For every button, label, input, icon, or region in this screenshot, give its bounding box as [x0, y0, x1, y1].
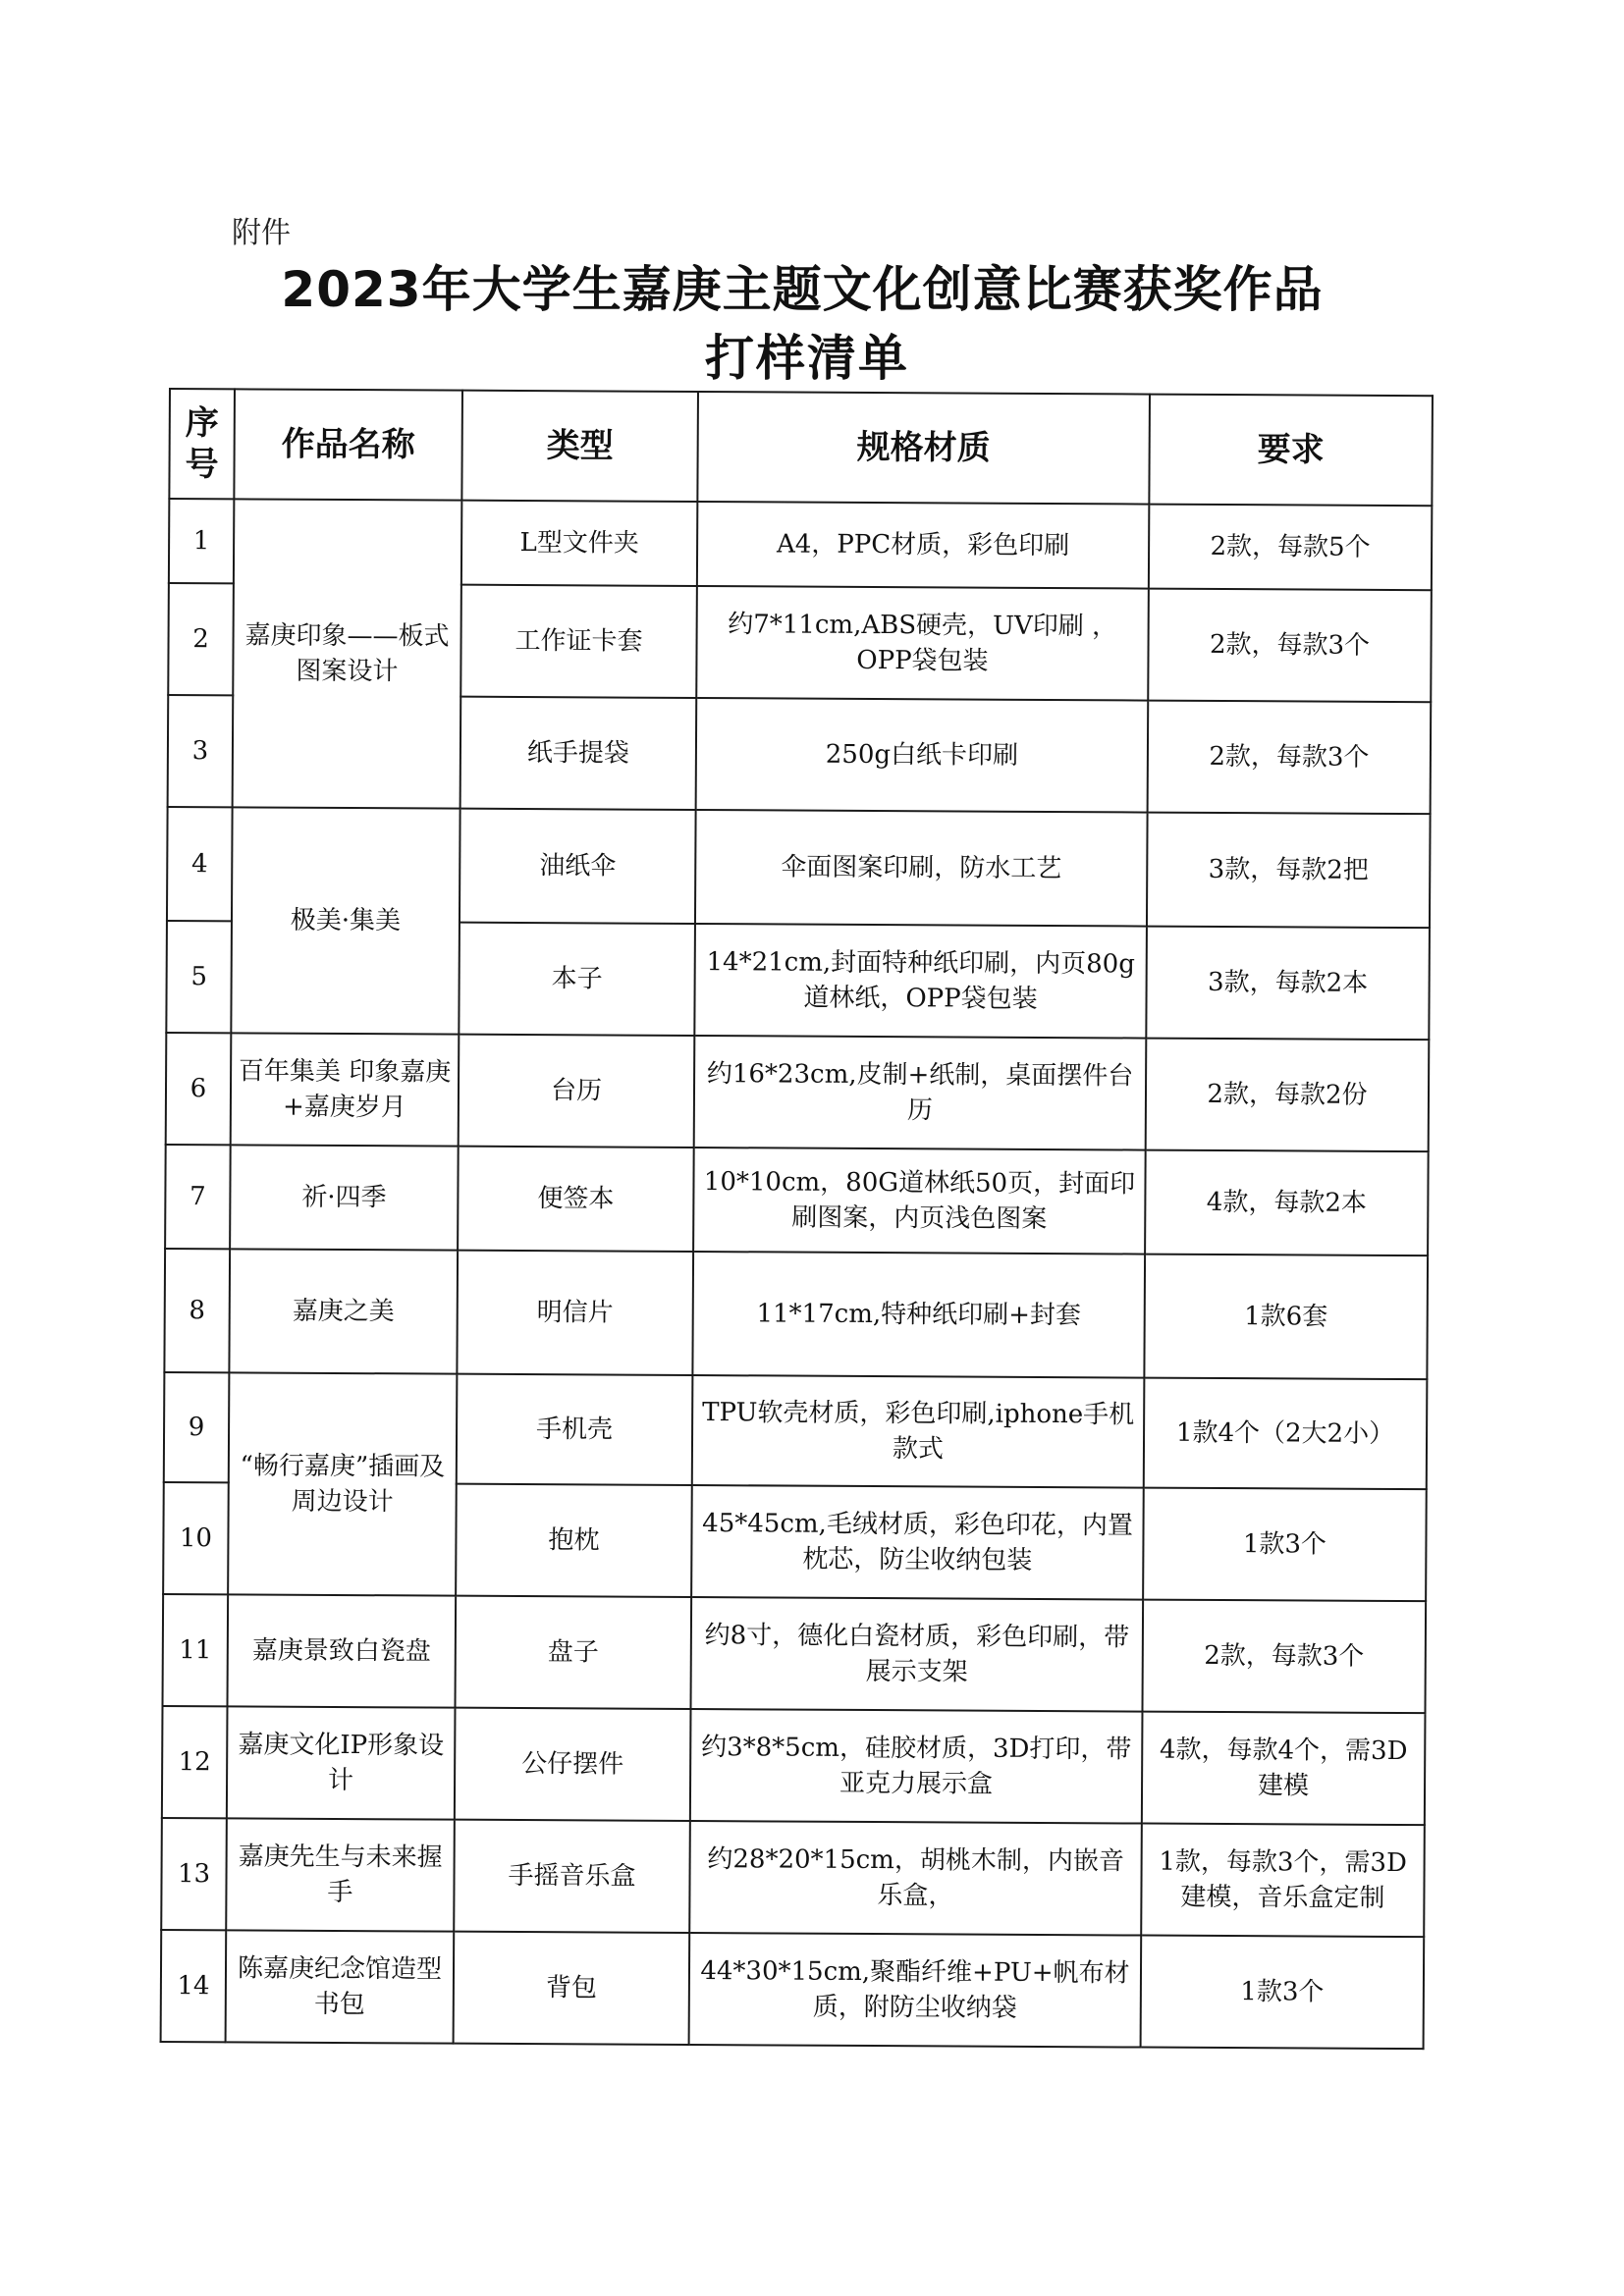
- table-row: [162, 1594, 1426, 1713]
- cell-work-name: 嘉庚印象——板式图案设计: [233, 499, 462, 808]
- cell-type: 本子: [459, 923, 695, 1036]
- cell-type: 工作证卡套: [460, 585, 697, 698]
- cell-requirement: 2款，每款3个: [1148, 701, 1432, 815]
- cell-type: 背包: [454, 1932, 690, 2045]
- cell-spec: 约28*20*15cm，胡桃木制，内嵌音乐盒，: [689, 1821, 1142, 1936]
- cell-no: 8: [164, 1249, 230, 1372]
- cell-requirement: 1款3个: [1143, 1488, 1427, 1602]
- cell-spec: 约8寸，德化白瓷材质，彩色印刷，带展示支架: [690, 1597, 1143, 1712]
- header-type: 类型: [461, 391, 698, 502]
- cell-work-name: 祈·四季: [230, 1145, 459, 1250]
- cell-type: 抱枕: [456, 1484, 692, 1597]
- cell-requirement: 2款，每款3个: [1148, 589, 1432, 703]
- cell-spec: A4，PPC材质，彩色印刷: [697, 502, 1149, 589]
- cell-no: 12: [162, 1706, 228, 1818]
- table-row: [161, 1930, 1425, 2049]
- attachment-label: 附件: [232, 216, 291, 250]
- cell-work-name: 嘉庚景致白瓷盘: [227, 1594, 456, 1707]
- header-requirement: 要求: [1149, 395, 1433, 507]
- header-spec: 规格材质: [697, 392, 1150, 505]
- cell-requirement: 1款3个: [1141, 1936, 1425, 2050]
- cell-type: 台历: [459, 1035, 695, 1148]
- cell-no: 14: [161, 1930, 227, 2042]
- cell-requirement: 1款6套: [1144, 1255, 1428, 1380]
- cell-requirement: 2款，每款3个: [1142, 1600, 1426, 1714]
- header-no: 序号: [169, 389, 235, 499]
- table-row: [164, 1372, 1428, 1489]
- cell-type: L型文件夹: [461, 501, 697, 586]
- cell-spec: 10*10cm，80G道林纸50页，封面印刷图案，内页浅色图案: [693, 1148, 1146, 1255]
- cell-work-name: 百年集美 印象嘉庚+嘉庚岁月: [231, 1033, 460, 1146]
- cell-spec: 约3*8*5cm，硅胶材质，3D打印，带亚克力展示盒: [690, 1709, 1143, 1824]
- cell-no: 2: [168, 583, 234, 695]
- cell-type: 手摇音乐盒: [454, 1820, 690, 1933]
- cell-type: 公仔摆件: [455, 1708, 691, 1821]
- cell-type: 便签本: [458, 1147, 694, 1252]
- cell-spec: 45*45cm,毛绒材质，彩色印花，内置枕芯，防尘收纳包装: [691, 1485, 1144, 1600]
- cell-no: 3: [168, 695, 234, 807]
- document-subtitle: 打样清单: [705, 330, 909, 387]
- cell-no: 10: [163, 1482, 229, 1594]
- table-header-row: [169, 389, 1433, 506]
- cell-requirement: 1款，每款3个，需3D建模，音乐盒定制: [1141, 1824, 1425, 1938]
- cell-requirement: 3款，每款2把: [1147, 813, 1431, 929]
- document-title: 2023年大学生嘉庚主题文化创意比赛获奖作品: [281, 261, 1324, 318]
- table-row: [166, 1033, 1430, 1151]
- table-row: [165, 1145, 1429, 1255]
- cell-requirement: 1款4个（2大2小）: [1144, 1378, 1428, 1490]
- cell-no: 1: [169, 499, 234, 583]
- table-row: [167, 807, 1431, 928]
- cell-type: 盘子: [455, 1596, 691, 1709]
- table-row: [161, 1818, 1425, 1937]
- cell-work-name: 陈嘉庚纪念馆造型书包: [226, 1930, 455, 2043]
- cell-type: 明信片: [457, 1251, 693, 1375]
- cell-no: 9: [164, 1372, 230, 1482]
- cell-spec: 250g白纸卡印刷: [696, 698, 1149, 813]
- table-row: [162, 1706, 1426, 1825]
- cell-work-name: 嘉庚之美: [229, 1249, 458, 1373]
- cell-spec: TPU软壳材质，彩色印刷,iphone手机款式: [692, 1375, 1145, 1488]
- cell-work-name: 极美·集美: [231, 807, 460, 1034]
- cell-spec: 约7*11cm,ABS硬壳，UV印刷 ，OPP袋包装: [696, 586, 1149, 701]
- cell-spec: 11*17cm,特种纸印刷+封套: [692, 1252, 1145, 1378]
- cell-type: 手机壳: [457, 1374, 693, 1485]
- cell-requirement: 2款，每款5个: [1149, 505, 1432, 591]
- cell-no: 4: [167, 807, 233, 921]
- table-row: [169, 499, 1432, 590]
- cell-no: 11: [162, 1594, 228, 1706]
- cell-work-name: “畅行嘉庚”插画及周边设计: [228, 1372, 457, 1595]
- table-row: [164, 1249, 1428, 1379]
- cell-work-name: 嘉庚先生与未来握手: [226, 1818, 455, 1931]
- cell-requirement: 4款，每款2本: [1145, 1150, 1429, 1256]
- cell-work-name: 嘉庚文化IP形象设计: [227, 1706, 456, 1819]
- cell-spec: 伞面图案印刷，防水工艺: [695, 810, 1148, 927]
- cell-no: 5: [166, 921, 232, 1033]
- cell-no: 7: [165, 1145, 231, 1249]
- cell-type: 油纸伞: [460, 809, 696, 924]
- cell-requirement: 3款，每款2本: [1146, 927, 1430, 1041]
- cell-type: 纸手提袋: [460, 697, 697, 810]
- cell-spec: 44*30*15cm,聚酯纤维+PU+帆布材质，附防尘收纳袋: [689, 1933, 1142, 2048]
- cell-spec: 约16*23cm,皮制+纸制，桌面摆件台历: [694, 1036, 1147, 1150]
- cell-spec: 14*21cm,封面特种纸印刷，内页80g道林纸，OPP袋包装: [694, 924, 1147, 1039]
- cell-requirement: 4款，每款4个，需3D建模: [1142, 1712, 1426, 1826]
- cell-requirement: 2款，每款2份: [1146, 1039, 1430, 1152]
- cell-no: 13: [161, 1818, 227, 1930]
- header-name: 作品名称: [234, 389, 462, 500]
- cell-no: 6: [166, 1033, 232, 1145]
- sample-list-table: [160, 388, 1434, 2050]
